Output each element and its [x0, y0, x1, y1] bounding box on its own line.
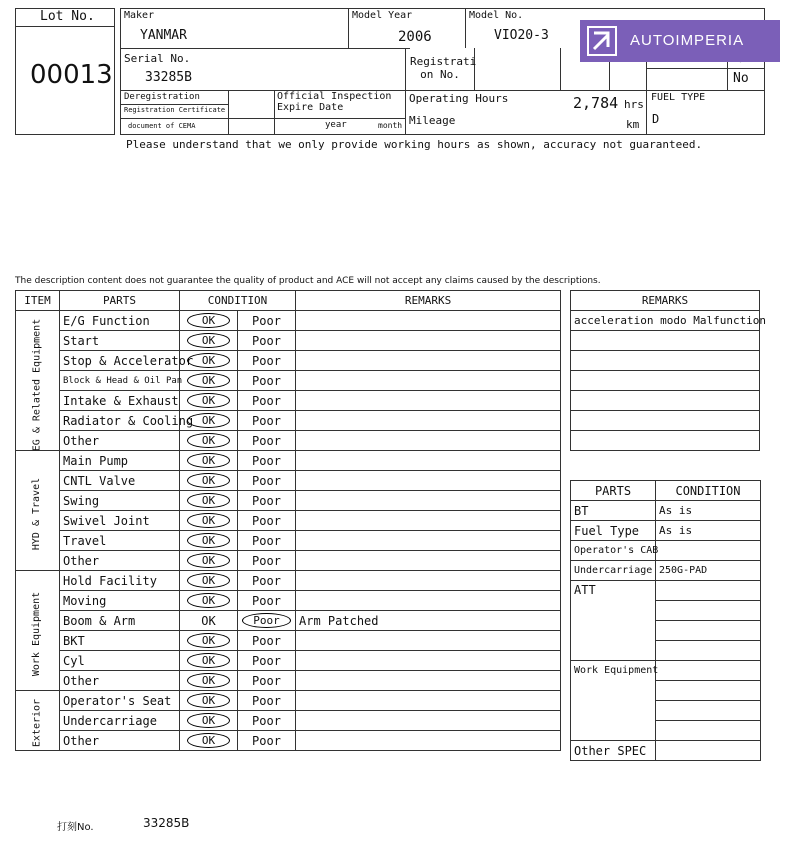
- part-name: Hold Facility: [60, 571, 180, 591]
- part-name: E/G Function: [60, 311, 180, 331]
- condition-ok[interactable]: [180, 511, 238, 531]
- table-row: [16, 551, 561, 571]
- remark-cell: [296, 471, 561, 491]
- model-year-label: Model Year: [352, 10, 413, 21]
- ok-label: OK: [187, 593, 230, 608]
- table-row: [16, 711, 561, 731]
- spec-att-label: ATT: [571, 581, 656, 661]
- remarks-cell: [571, 371, 760, 391]
- part-name: CNTL Valve: [60, 471, 180, 491]
- remarks-title: REMARKS: [571, 291, 760, 311]
- item-group-label: EG & Related Equipment: [31, 318, 42, 451]
- remarks-row: [571, 351, 760, 371]
- maker-value: YANMAR: [140, 28, 187, 43]
- condition-poor[interactable]: [238, 491, 296, 511]
- condition-ok[interactable]: [180, 331, 238, 351]
- ok-label: OK: [187, 433, 230, 448]
- spec-header-row: [571, 481, 761, 501]
- remark-cell: [296, 511, 561, 531]
- ok-label: OK: [187, 673, 230, 688]
- autoimperia-logo: [580, 20, 780, 62]
- lot-label: Lot No.: [40, 9, 95, 24]
- spec-col-condition: CONDITION: [656, 481, 761, 501]
- condition-ok[interactable]: [180, 571, 238, 591]
- year-label: year: [325, 120, 347, 130]
- remark-cell: [296, 351, 561, 371]
- spec-cab-label: Operator's CAB: [571, 541, 656, 561]
- model-no-value: VIO20-3: [494, 28, 549, 43]
- spec-cab-value: [656, 541, 761, 561]
- serial-value: 33285B: [145, 70, 192, 85]
- poor-label: Poor: [252, 333, 281, 348]
- part-name: Block & Head & Oil Pan: [60, 371, 180, 391]
- remarks-cell: [571, 331, 760, 351]
- ok-label: OK: [187, 313, 230, 328]
- spec-other-label: Other SPEC: [571, 741, 656, 761]
- poor-label: Poor: [252, 673, 281, 688]
- hours-note: Please understand that we only provide working hours as shown, accuracy not guaranteed.: [126, 138, 703, 151]
- poor-label: Poor: [252, 313, 281, 328]
- remarks-table: [570, 290, 767, 451]
- spec-bt-value: As is: [656, 501, 761, 521]
- condition-ok[interactable]: [180, 451, 238, 471]
- poor-label: Poor: [252, 393, 281, 408]
- condition-poor[interactable]: [238, 511, 296, 531]
- table-row: [16, 591, 561, 611]
- condition-ok[interactable]: [180, 411, 238, 431]
- poor-label: Poor: [252, 453, 281, 468]
- condition-poor[interactable]: [238, 431, 296, 451]
- spec-fuel-label: Fuel Type: [571, 521, 656, 541]
- remark-cell: [296, 331, 561, 351]
- remarks-row: [571, 411, 760, 431]
- ok-label: OK: [187, 693, 230, 708]
- remark-cell: [296, 731, 561, 751]
- condition-ok[interactable]: [180, 731, 238, 751]
- table-row: [16, 671, 561, 691]
- poor-label: Poor: [252, 473, 281, 488]
- ok-label: OK: [187, 633, 230, 648]
- disclaimer: The description content does not guarantee the quality of product and ACE will not accept any claims caused by the descriptions.: [15, 276, 601, 286]
- remark-cell: Arm Patched: [296, 611, 561, 631]
- condition-poor[interactable]: [238, 571, 296, 591]
- ok-label: OK: [187, 473, 230, 488]
- remark-cell: [296, 671, 561, 691]
- condition-poor[interactable]: [238, 311, 296, 331]
- condition-poor[interactable]: [238, 631, 296, 651]
- condition-ok[interactable]: [180, 691, 238, 711]
- remark-cell: [296, 491, 561, 511]
- condition-poor[interactable]: [238, 731, 296, 751]
- remark-cell: [296, 551, 561, 571]
- remark-cell: [296, 571, 561, 591]
- condition-ok[interactable]: [180, 491, 238, 511]
- table-header-row: [16, 291, 561, 311]
- condition-poor[interactable]: [238, 591, 296, 611]
- part-name: Swivel Joint: [60, 511, 180, 531]
- ok-label: OK: [187, 333, 230, 348]
- remarks-cell: [571, 411, 760, 431]
- maker-label: Maker: [124, 10, 155, 21]
- model-no-label: Model No.: [469, 10, 524, 21]
- condition-ok[interactable]: [180, 551, 238, 571]
- condition-ok[interactable]: [180, 671, 238, 691]
- condition-poor[interactable]: [238, 611, 296, 631]
- condition-poor[interactable]: [238, 551, 296, 571]
- item-group-cell: [16, 571, 60, 691]
- col-condition: CONDITION: [180, 291, 296, 311]
- poor-label: Poor: [252, 593, 281, 608]
- part-name: Other: [60, 671, 180, 691]
- condition-poor[interactable]: [238, 351, 296, 371]
- dereg-label: Deregistration: [124, 92, 200, 102]
- remark-cell: [296, 651, 561, 671]
- condition-ok[interactable]: [180, 711, 238, 731]
- poor-label: Poor: [252, 653, 281, 668]
- condition-ok[interactable]: [180, 311, 238, 331]
- table-row: [16, 491, 561, 511]
- condition-poor[interactable]: [238, 451, 296, 471]
- table-row: [16, 411, 561, 431]
- table-row: [16, 431, 561, 451]
- item-group-label: Work Equipment: [31, 591, 42, 677]
- item-group-cell: [16, 691, 60, 751]
- remarks-cell: [571, 351, 760, 371]
- remarks-row: [571, 371, 760, 391]
- month-label: month: [378, 121, 403, 130]
- remark-cell: [296, 431, 561, 451]
- condition-ok[interactable]: [180, 531, 238, 551]
- table-row: [16, 371, 561, 391]
- poor-label: Poor: [252, 373, 281, 388]
- spec-fuel-value: As is: [656, 521, 761, 541]
- condition-poor[interactable]: [238, 391, 296, 411]
- poor-label: Poor: [252, 413, 281, 428]
- remark-cell: [296, 311, 561, 331]
- ok-label: OK: [187, 373, 230, 388]
- ok-label: OK: [187, 713, 230, 728]
- op-hours-value: 2,784: [573, 94, 619, 112]
- condition-poor[interactable]: [238, 691, 296, 711]
- spec-bt-label: BT: [571, 501, 656, 521]
- remark-cell: [296, 371, 561, 391]
- table-row: [16, 631, 561, 651]
- table-row: [16, 331, 561, 351]
- condition-poor[interactable]: [238, 531, 296, 551]
- remark-cell: [296, 411, 561, 431]
- ok-label: OK: [187, 733, 230, 748]
- inspection-label: Official Inspection Expire Date: [277, 91, 392, 113]
- poor-label: Poor: [252, 533, 281, 548]
- condition-poor[interactable]: [238, 371, 296, 391]
- hrs-unit: hrs: [624, 98, 644, 111]
- registration-label: Registrati on No.: [410, 55, 477, 81]
- poor-label: Poor: [252, 713, 281, 728]
- poor-label: Poor: [252, 353, 281, 368]
- mileage-label: Mileage: [409, 114, 456, 127]
- item-group-label: HYD & Travel: [31, 477, 42, 551]
- table-row: [16, 691, 561, 711]
- ok-label: OK: [187, 653, 230, 668]
- fuel-type-label: FUEL TYPE: [651, 92, 706, 103]
- stamp-label: 打刻No.: [57, 822, 94, 833]
- remarks-cell: [571, 431, 760, 451]
- remarks-row: [571, 311, 760, 331]
- ok-label: OK: [187, 533, 230, 548]
- poor-label: Poor: [242, 613, 291, 628]
- part-name: Start: [60, 331, 180, 351]
- condition-poor[interactable]: [238, 471, 296, 491]
- remark-cell: [296, 711, 561, 731]
- part-name: Swing: [60, 491, 180, 511]
- spec-table: [570, 480, 761, 761]
- ok-label: OK: [187, 393, 230, 408]
- part-name: Main Pump: [60, 451, 180, 471]
- condition-ok[interactable]: [180, 591, 238, 611]
- remark-cell: [296, 591, 561, 611]
- dereg-document-label: document of CEMA: [128, 122, 196, 130]
- poor-label: Poor: [252, 513, 281, 528]
- ok-label: OK: [187, 493, 230, 508]
- spec-row-undercarriage: [571, 561, 761, 581]
- table-row: [16, 351, 561, 371]
- part-name: Radiator & Cooling: [60, 411, 180, 431]
- condition-ok[interactable]: [180, 631, 238, 651]
- condition-poor[interactable]: [238, 671, 296, 691]
- ac-value: No: [733, 71, 749, 86]
- col-parts: PARTS: [60, 291, 180, 311]
- km-unit: km: [626, 118, 640, 131]
- stamp-value: 33285B: [143, 816, 190, 830]
- remark-cell: [296, 531, 561, 551]
- spec-under-value: 250G-PAD: [656, 561, 761, 581]
- condition-ok[interactable]: [180, 651, 238, 671]
- lot-number: 00013: [30, 60, 113, 90]
- part-name: Undercarriage: [60, 711, 180, 731]
- part-name: Boom & Arm: [60, 611, 180, 631]
- table-row: [16, 311, 561, 331]
- part-name: Intake & Exhaust: [60, 391, 180, 411]
- condition-poor[interactable]: [238, 651, 296, 671]
- poor-label: Poor: [252, 433, 281, 448]
- remark-cell: [296, 631, 561, 651]
- part-name: Moving: [60, 591, 180, 611]
- spec-under-label: Undercarriage: [571, 561, 656, 581]
- part-name: Other: [60, 731, 180, 751]
- remarks-cell: [571, 391, 760, 411]
- col-item: ITEM: [16, 291, 60, 311]
- condition-ok[interactable]: [180, 471, 238, 491]
- poor-label: Poor: [252, 693, 281, 708]
- ok-label: OK: [187, 413, 230, 428]
- op-hours-label: Operating Hours: [409, 92, 509, 105]
- condition-ok[interactable]: [180, 611, 238, 631]
- remark-cell: [296, 391, 561, 411]
- dereg-certificate-label: Registration Certificate: [124, 106, 226, 114]
- poor-label: Poor: [252, 493, 281, 508]
- remarks-cell: acceleration modo Malfunction: [571, 311, 760, 331]
- remark-cell: [296, 691, 561, 711]
- table-row: [16, 731, 561, 751]
- part-name: BKT: [60, 631, 180, 651]
- table-row: [16, 611, 561, 631]
- condition-ok[interactable]: [180, 371, 238, 391]
- condition-poor[interactable]: [238, 411, 296, 431]
- item-group-cell: [16, 451, 60, 571]
- logo-mark-icon: [586, 25, 620, 57]
- part-name: Operator's Seat: [60, 691, 180, 711]
- ok-label: OK: [187, 553, 230, 568]
- logo-text: AUTOIMPERIA: [630, 32, 745, 49]
- item-group-label: Exterior: [31, 698, 42, 747]
- remarks-row: [571, 431, 760, 451]
- table-row: [16, 511, 561, 531]
- ok-label: OK: [187, 453, 230, 468]
- condition-poor[interactable]: [238, 331, 296, 351]
- fuel-type-value: D: [652, 112, 660, 126]
- poor-label: Poor: [252, 733, 281, 748]
- ok-label: OK: [187, 353, 230, 368]
- ok-label: OK: [187, 573, 230, 588]
- part-name: Cyl: [60, 651, 180, 671]
- table-row: [16, 451, 561, 471]
- condition-ok[interactable]: [180, 391, 238, 411]
- serial-label: Serial No.: [124, 52, 191, 65]
- spec-row-bt: [571, 501, 761, 521]
- remarks-row: [571, 331, 760, 351]
- part-name: Other: [60, 431, 180, 451]
- item-group-cell: [16, 311, 60, 451]
- table-row: [16, 391, 561, 411]
- model-year-value: 2006: [398, 29, 432, 45]
- spec-work-label: Work Equipment: [571, 661, 656, 741]
- col-remarks: REMARKS: [296, 291, 561, 311]
- poor-label: Poor: [252, 573, 281, 588]
- poor-label: Poor: [252, 633, 281, 648]
- part-name: Travel: [60, 531, 180, 551]
- remark-cell: [296, 451, 561, 471]
- table-row: [16, 571, 561, 591]
- table-row: [16, 531, 561, 551]
- remarks-row: [571, 391, 760, 411]
- ok-label: OK: [187, 513, 230, 528]
- spec-col-parts: PARTS: [571, 481, 656, 501]
- table-row: [16, 471, 561, 491]
- part-name: Other: [60, 551, 180, 571]
- condition-ok[interactable]: [180, 351, 238, 371]
- condition-ok[interactable]: [180, 431, 238, 451]
- spec-row-fuel: [571, 521, 761, 541]
- condition-poor[interactable]: [238, 711, 296, 731]
- inspection-table: [15, 290, 561, 751]
- table-row: [16, 651, 561, 671]
- poor-label: Poor: [252, 553, 281, 568]
- part-name: Stop & Accelerator: [60, 351, 180, 371]
- ok-label: OK: [201, 613, 216, 628]
- spec-row-cab: [571, 541, 761, 561]
